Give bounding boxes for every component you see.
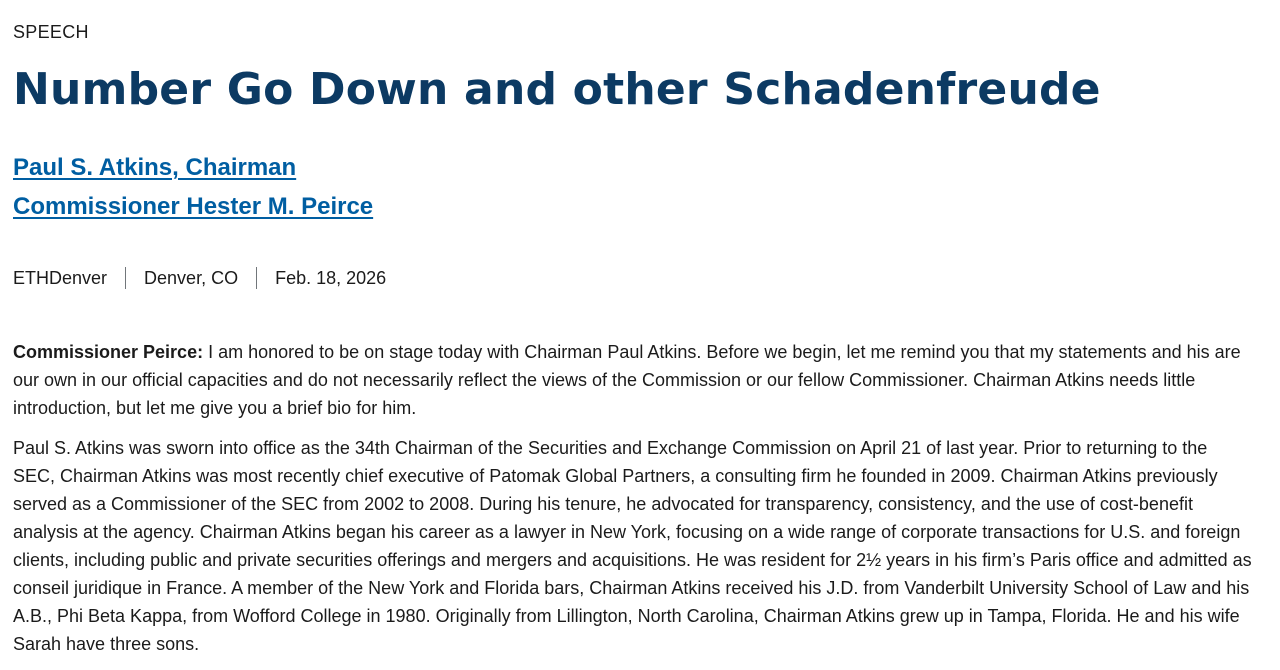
event-location: Denver, CO — [144, 268, 239, 288]
page-title: Number Go Down and other Schadenfreude — [13, 64, 1101, 115]
author-link-peirce[interactable]: Commissioner Hester M. Peirce — [13, 193, 374, 220]
paragraph — [13, 434, 1253, 658]
event-name: ETHDenver — [13, 268, 108, 288]
speaker-label: Commissioner Peirce: — [13, 342, 204, 362]
paragraph-text: I am honored to be on stage today with Chairman Paul Atkins. Before we begin, let me remind you that my statements and his are our own in our official capacities and do not necessarily reflect the views of the Commission or our fellow Commissioner. Chairman Atkins needs little introduction, but let me give you a brief bio for him. — [13, 342, 1241, 418]
author-link-atkins[interactable]: Paul S. Atkins, Chairman — [13, 154, 297, 181]
meta-separator — [256, 267, 257, 289]
paragraph-text: Paul S. Atkins was sworn into office as the 34th Chairman of the Securities and Exchange Commission on April 21 of last year. Prior to returning to the SEC, Chairman Atkins was most recently chief executive of Patomak Global Partners, a consulting firm he founded in 2009. Chairman Atkins previously served as a Commissioner of the SEC from 2002 to 2008. During his tenure, he advocated for transparency, consistency, and the use of cost-benefit analysis at the agency. Chairman Atkins began his career as a lawyer in New York, focusing on a wide range of corporate transactions for U.S. and foreign clients, including public and private securities offerings and mergers and acquisitions. He was resident for 2½ years in his firm’s Paris office and admitted as conseil juridique in France. A member of the New York and Florida bars, Chairman Atkins received his J.D. from Vanderbilt University School of Law and his A.B., Phi Beta Kappa, from Wofford College in 1980. Originally from Lillington, North Carolina, Chairman Atkins grew up in Tampa, Florida. He and his wife Sarah have three sons. — [13, 438, 1252, 654]
speech-meta — [13, 266, 386, 290]
author-list — [13, 148, 373, 226]
meta-separator — [125, 267, 126, 289]
content-type-label: SPEECH — [13, 22, 89, 42]
speech-body — [13, 338, 1253, 670]
paragraph — [13, 338, 1253, 422]
event-date: Feb. 18, 2026 — [275, 268, 387, 288]
